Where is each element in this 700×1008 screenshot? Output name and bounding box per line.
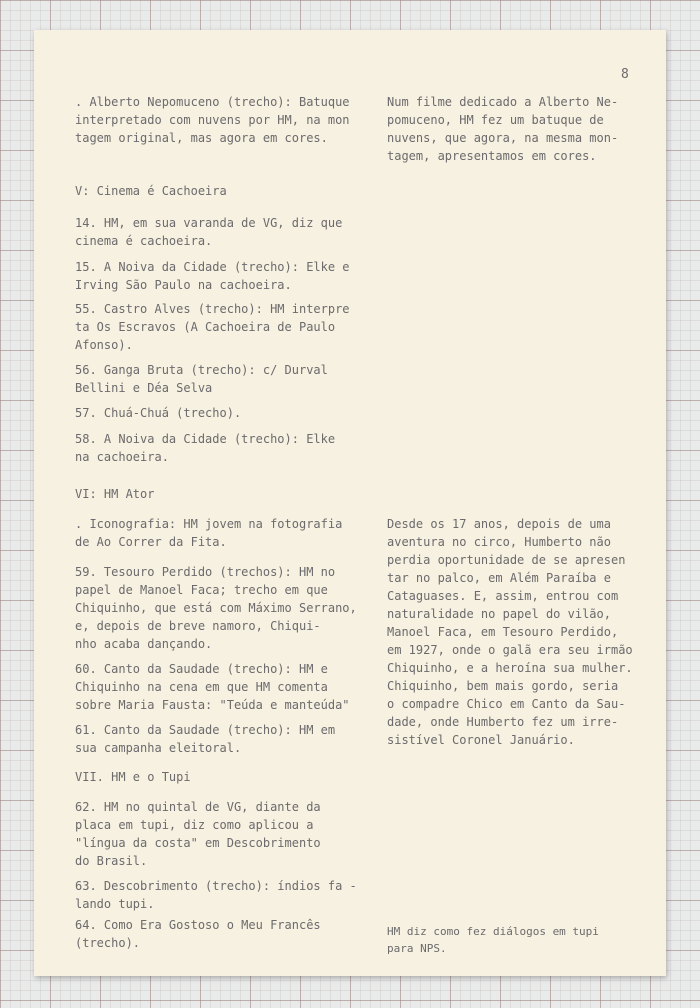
- entry-line: papel de Manoel Faca; trecho em que: [75, 583, 328, 597]
- entry-line: cinema é cachoeira.: [75, 234, 213, 248]
- note-line: dade, onde Humberto fez um irre-: [387, 715, 619, 729]
- nepomuceno-note: [387, 93, 618, 165]
- nepomuceno-line: tagem original, mas agora em cores.: [75, 131, 328, 145]
- nepomuceno-line: . Alberto Nepomuceno (trecho): Batuque: [75, 95, 350, 109]
- nepomuceno-line: interpretado com nuvens por HM, na mon: [75, 113, 350, 127]
- entry-62: [75, 798, 321, 870]
- entry-55: [75, 300, 350, 354]
- iconografia-entry: [75, 515, 342, 551]
- entry-line: Chiquinho na cena em que HM comenta: [75, 680, 328, 694]
- entry-15: [75, 258, 350, 294]
- entry-60: [75, 660, 350, 714]
- entry-line: 55. Castro Alves (trecho): HM interpre: [75, 302, 350, 316]
- note-line: Cataguases. E, assim, entrou com: [387, 589, 619, 603]
- entry-line: 63. Descobrimento (trecho): índios fa -: [75, 879, 357, 893]
- entry-line: Chiquinho, que está com Máximo Serrano,: [75, 601, 357, 615]
- entry-61: [75, 721, 335, 757]
- document-page: [34, 30, 666, 976]
- page-number: 8: [621, 67, 629, 82]
- entry-line: 60. Canto da Saudade (trecho): HM e: [75, 662, 328, 676]
- entry-line: "língua da costa" em Descobrimento: [75, 836, 321, 850]
- note-line: perdia oportunidade de se apresen: [387, 553, 626, 567]
- note-line: Manoel Faca, em Tesouro Perdido,: [387, 625, 619, 639]
- entry-59: [75, 563, 357, 653]
- nepomuceno-entry: [75, 93, 350, 147]
- entry-63: [75, 877, 357, 913]
- note-line: sistível Coronel Januário.: [387, 733, 575, 747]
- entry-line: 59. Tesouro Perdido (trechos): HM no: [75, 565, 336, 579]
- entry-line: 64. Como Era Gostoso o Meu Francês: [75, 918, 321, 932]
- section-heading-text: VI: HM Ator: [75, 487, 155, 501]
- tupi-note: [387, 923, 599, 957]
- entry-line: (trecho).: [75, 936, 141, 950]
- nepomuceno-note-line: pomuceno, HM fez um batuque de: [387, 113, 604, 127]
- entry-line: Irving São Paulo na cachoeira.: [75, 278, 292, 292]
- nepomuceno-note-line: tagem, apresentamos em cores.: [387, 149, 597, 163]
- note-line: o compadre Chico em Canto da Sau-: [387, 697, 626, 711]
- entry-line: Bellini e Déa Selva: [75, 381, 213, 395]
- entry-line: de Ao Correr da Fita.: [75, 535, 227, 549]
- entry-line: 15. A Noiva da Cidade (trecho): Elke e: [75, 260, 350, 274]
- entry-line: 14. HM, em sua varanda de VG, diz que: [75, 216, 343, 230]
- entry-line: 56. Ganga Bruta (trecho): c/ Durval: [75, 363, 328, 377]
- note-line: aventura no circo, Humberto não: [387, 535, 611, 549]
- entry-line: nho acaba dançando.: [75, 637, 213, 651]
- entry-57: [75, 404, 241, 422]
- entry-58: [75, 430, 335, 466]
- entry-64: [75, 916, 321, 952]
- section-heading-text: VII. HM e o Tupi: [75, 770, 191, 784]
- note-line: para NPS.: [387, 942, 447, 955]
- note-line: HM diz como fez diálogos em tupi: [387, 925, 599, 938]
- note-line: Chiquinho, bem mais gordo, seria: [387, 679, 619, 693]
- entry-line: 58. A Noiva da Cidade (trecho): Elke: [75, 432, 336, 446]
- entry-14: [75, 214, 342, 250]
- entry-line: 62. HM no quintal de VG, diante da: [75, 800, 321, 814]
- entry-line: e, depois de breve namoro, Chiqui-: [75, 619, 321, 633]
- entry-line: na cachoeira.: [75, 450, 169, 464]
- note-line: naturalidade no papel do vilão,: [387, 607, 611, 621]
- entry-line: placa em tupi, diz como aplicou a: [75, 818, 314, 832]
- entry-line: 61. Canto da Saudade (trecho): HM em: [75, 723, 336, 737]
- entry-line: 57. Chuá-Chuá (trecho).: [75, 406, 242, 420]
- section-heading-v: [75, 182, 227, 200]
- nepomuceno-note-line: nuvens, que agora, na mesma mon-: [387, 131, 619, 145]
- note-line: em 1927, onde o galã era seu irmão: [387, 643, 633, 657]
- note-line: Desde os 17 anos, depois de uma: [387, 517, 611, 531]
- entry-line: lando tupi.: [75, 897, 155, 911]
- entry-56: [75, 361, 328, 397]
- entry-line: . Iconografia: HM jovem na fotografia: [75, 517, 343, 531]
- entry-line: sua campanha eleitoral.: [75, 741, 242, 755]
- nepomuceno-note-line: Num filme dedicado a Alberto Ne-: [387, 95, 619, 109]
- entry-line: sobre Maria Fausta: "Teúda e manteúda": [75, 698, 350, 712]
- ator-note: [387, 515, 633, 749]
- note-line: Chiquinho, e a heroína sua mulher.: [387, 661, 633, 675]
- section-heading-vi: [75, 485, 154, 503]
- note-line: tar no palco, em Além Paraíba e: [387, 571, 611, 585]
- entry-line: Afonso).: [75, 338, 133, 352]
- entry-line: ta Os Escravos (A Cachoeira de Paulo: [75, 320, 336, 334]
- section-heading-vii: [75, 768, 191, 786]
- entry-line: do Brasil.: [75, 854, 148, 868]
- section-heading-text: V: Cinema é Cachoeira: [75, 184, 227, 198]
